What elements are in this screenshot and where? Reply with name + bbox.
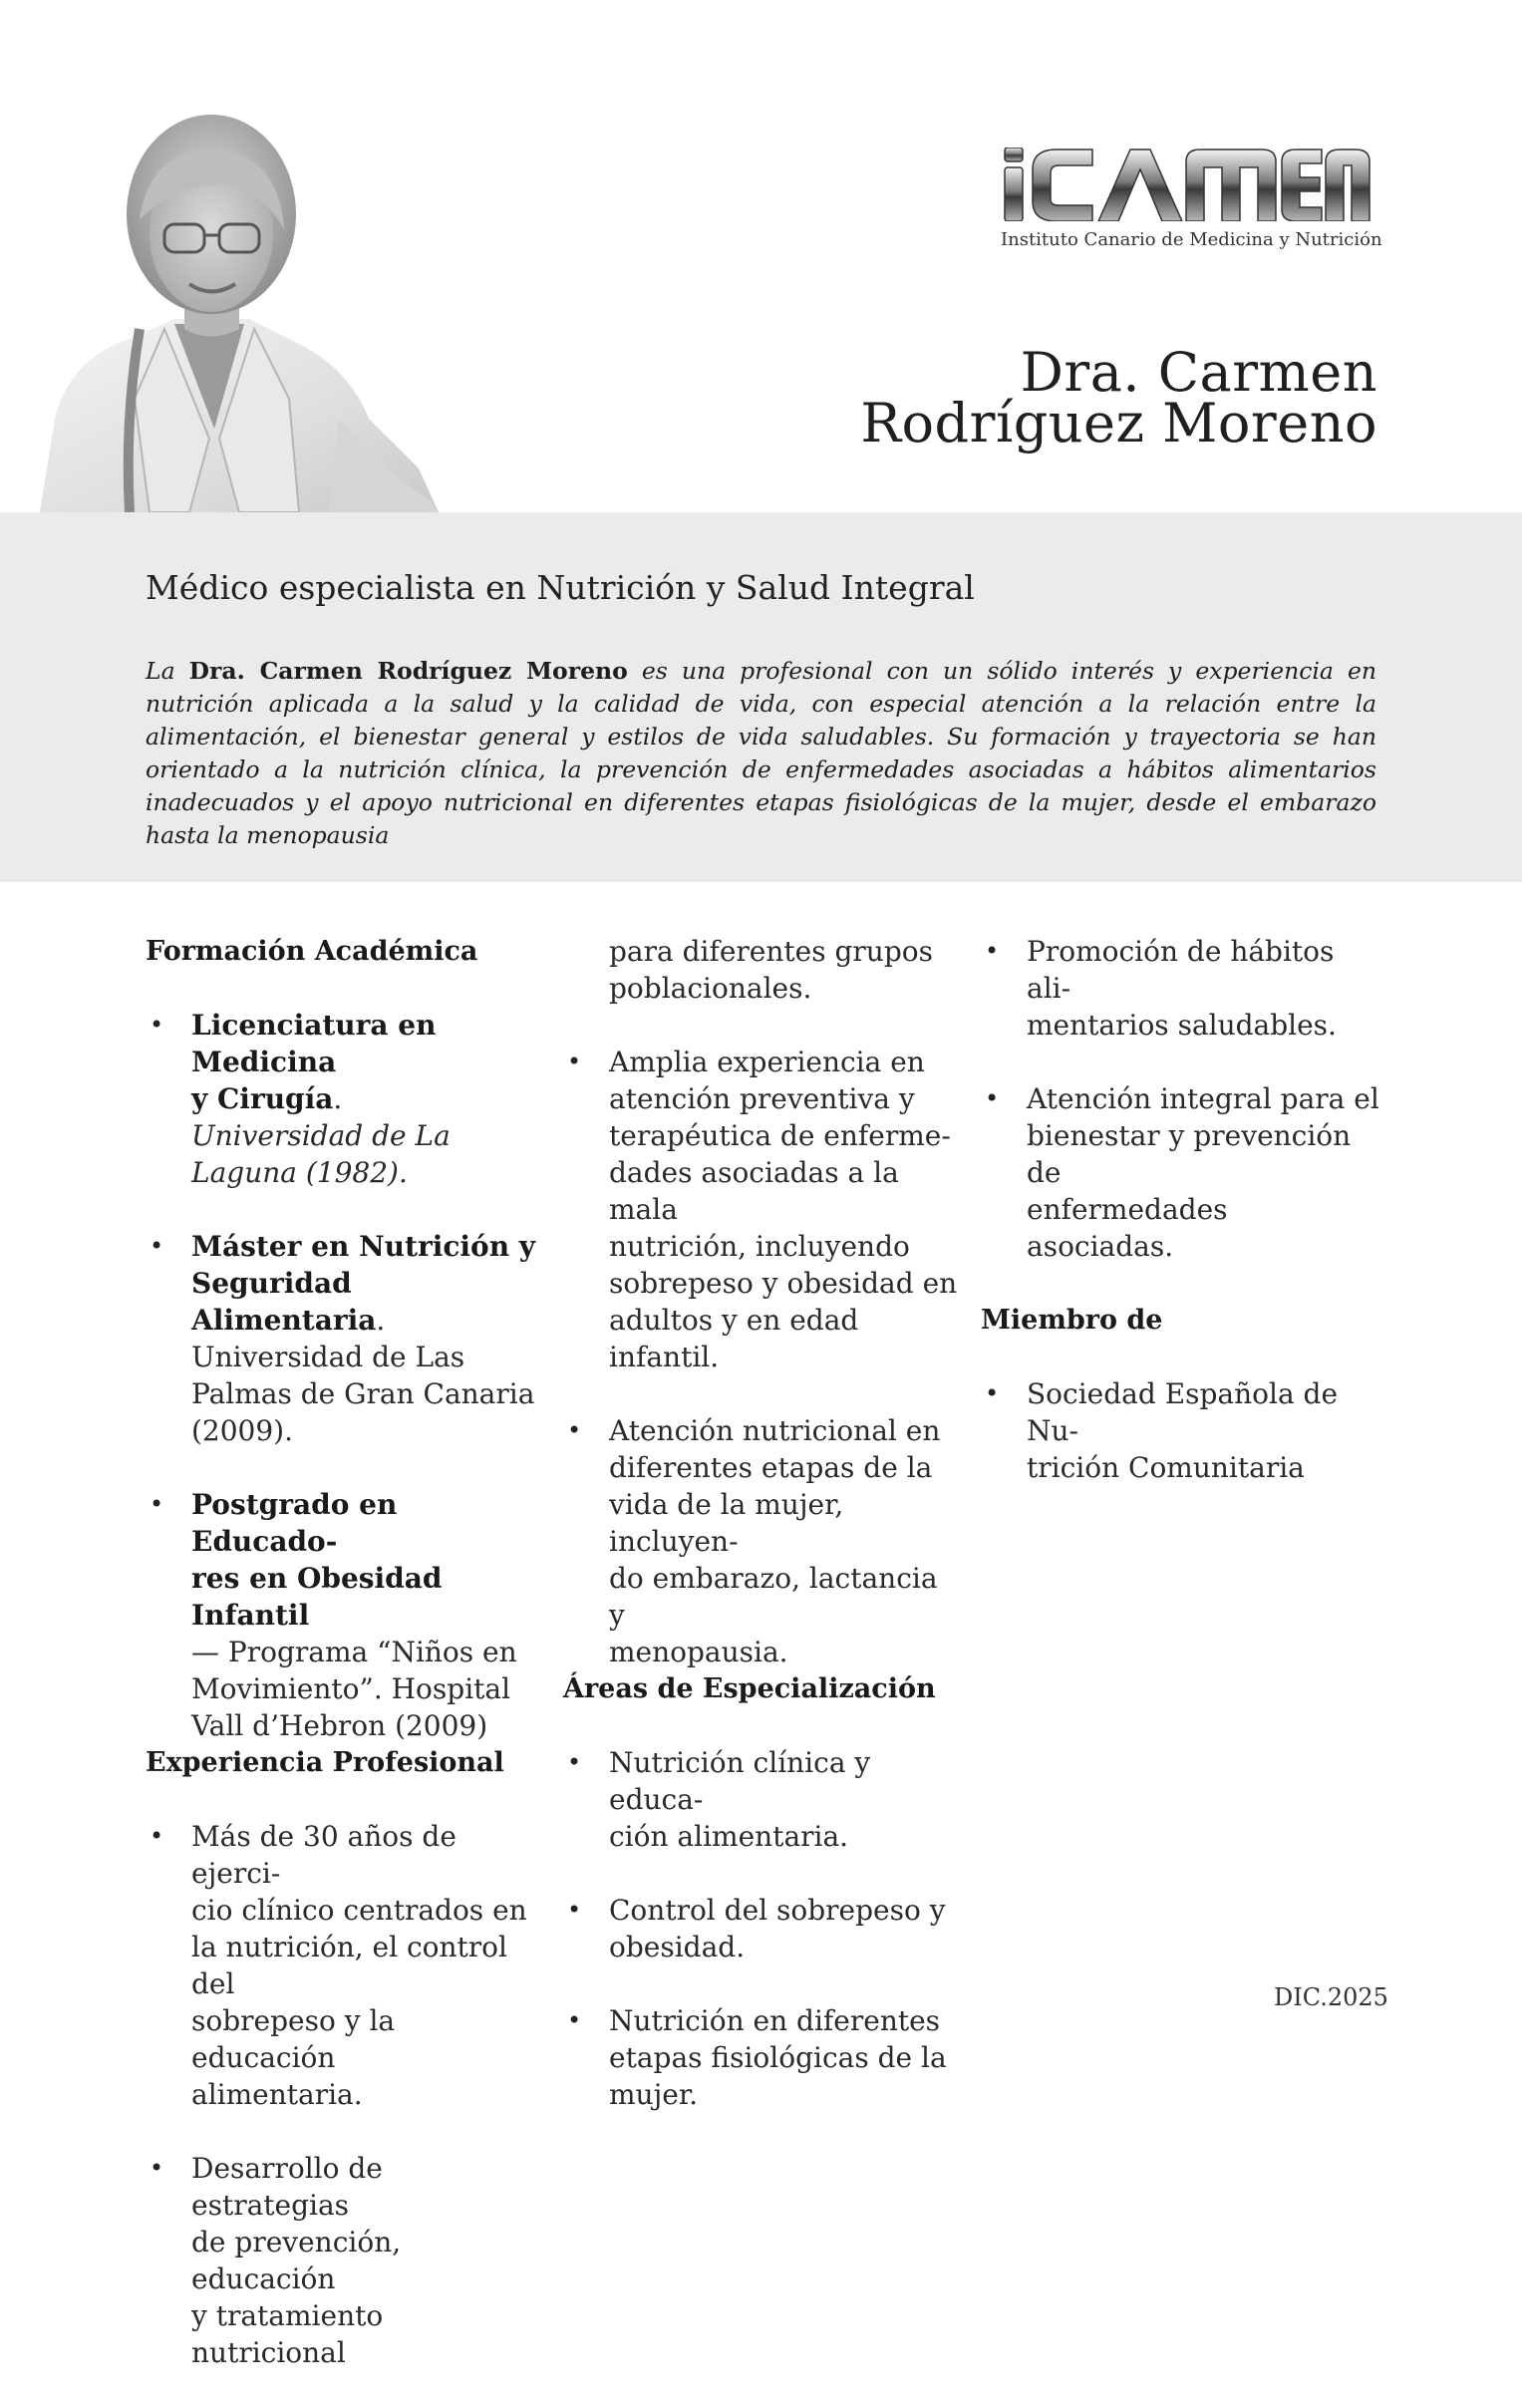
formacion-item bbox=[146, 1486, 544, 1744]
experiencia-item-continued bbox=[563, 933, 962, 1007]
text-line: ción alimentaria. bbox=[609, 1820, 849, 1853]
text-line: mujer. bbox=[609, 2078, 699, 2111]
formacion-detail: — Programa “Niños en Movimiento”. Hospital Vall d’Hebron (2009) bbox=[191, 1636, 517, 1742]
areas-list bbox=[563, 1744, 962, 2113]
column-2 bbox=[563, 933, 962, 2150]
doctor-portrait-photo bbox=[0, 0, 468, 512]
text-line: Promoción de hábitos ali- bbox=[1027, 935, 1335, 1005]
intro-name: Dra. Carmen Rodríguez Moreno bbox=[188, 657, 628, 685]
doctor-name bbox=[860, 341, 1377, 455]
experiencia-heading: Experiencia Profesional bbox=[146, 1747, 504, 1778]
text-line: trición Comunitaria bbox=[1027, 1451, 1305, 1484]
formacion-tail: . bbox=[333, 1082, 343, 1115]
areas-item bbox=[563, 1892, 962, 1965]
doctor-name-line1: Dra. Carmen bbox=[1020, 341, 1377, 405]
formacion-list bbox=[146, 1007, 544, 1744]
text-line: obesidad. bbox=[609, 1931, 746, 1963]
formacion-tail: . bbox=[376, 1304, 386, 1337]
formacion-title-line: Postgrado en Educado- bbox=[191, 1488, 398, 1558]
areas-item bbox=[981, 1080, 1379, 1265]
text-line: de prevención, educación bbox=[191, 2226, 402, 2295]
document-date: DIC.2025 bbox=[1274, 1983, 1388, 2011]
formacion-title-line: Licenciatura en Medicina bbox=[191, 1009, 437, 1078]
text-line: enfermedades asociadas. bbox=[1027, 1193, 1228, 1263]
text-line: Más de 30 años de ejerci- bbox=[191, 1820, 457, 1890]
text-line: vida de la mujer, incluyen- bbox=[609, 1488, 844, 1558]
text-line: la nutrición, el control del bbox=[191, 1931, 507, 2000]
specialty-subtitle: Médico especialista en Nutrición y Salud Integral bbox=[146, 568, 975, 607]
experiencia-item bbox=[146, 2150, 544, 2371]
text-line: menopausia. bbox=[609, 1636, 788, 1668]
text-line: Atención nutricional en bbox=[609, 1414, 941, 1447]
areas-item bbox=[563, 2002, 962, 2113]
experiencia-list-continued bbox=[563, 1044, 962, 1670]
experiencia-item bbox=[563, 1412, 962, 1670]
formacion-heading: Formación Académica bbox=[146, 936, 478, 967]
text-line: atención preventiva y bbox=[609, 1082, 915, 1115]
formacion-title-line: Seguridad Alimentaria bbox=[191, 1267, 377, 1337]
formacion-title-line: Máster en Nutrición y bbox=[191, 1230, 536, 1263]
formacion-title-line: y Cirugía bbox=[191, 1082, 334, 1115]
text-line: sobrepeso y obesidad en bbox=[609, 1267, 958, 1300]
column-3 bbox=[981, 933, 1379, 1523]
text-line: Nutrición en diferentes bbox=[609, 2004, 941, 2037]
text-line: Nutrición clínica y educa- bbox=[609, 1746, 871, 1816]
areas-item bbox=[981, 933, 1379, 1044]
miembro-heading: Miembro de bbox=[981, 1305, 1163, 1336]
experiencia-item bbox=[146, 1818, 544, 2113]
formacion-title-line: res en Obesidad Infantil bbox=[191, 1562, 443, 1632]
text-line: terapéutica de enferme- bbox=[609, 1119, 951, 1152]
text-line: Amplia experiencia en bbox=[609, 1046, 925, 1078]
text-line: Atención integral para el bbox=[1027, 1082, 1379, 1115]
text-line: Control del sobrepeso y bbox=[609, 1894, 946, 1927]
text-line: adultos y en edad infantil. bbox=[609, 1304, 859, 1373]
icamen-wordmark bbox=[1001, 148, 1371, 221]
intro-prefix: La bbox=[146, 657, 189, 685]
formacion-detail: Universidad de Las Palmas de Gran Canaria (2009). bbox=[191, 1341, 535, 1447]
text-line: Sociedad Española de Nu- bbox=[1027, 1377, 1339, 1447]
experiencia-item bbox=[563, 1044, 962, 1375]
text-line: alimentaria. bbox=[191, 2078, 363, 2111]
formacion-detail: Universidad de La Laguna (1982). bbox=[191, 1119, 451, 1189]
icamen-logo bbox=[1001, 148, 1382, 259]
areas-heading: Áreas de Especialización bbox=[563, 1673, 936, 1704]
miembro-item bbox=[981, 1375, 1379, 1486]
intro-paragraph bbox=[146, 655, 1376, 852]
areas-item bbox=[563, 1744, 962, 1855]
experiencia-list bbox=[146, 1818, 544, 2371]
text-line: do embarazo, lactancia y bbox=[609, 1562, 938, 1632]
intro-text: es una profesional con un sólido interés y experiencia en nutrición aplicada a la salud y la calidad de vida, con especial atención a la relación entre la alimentación, el bienestar general y estilos de vida saludables. Su formación y trayectoria se han orientado a la nutrición clínica, la prevención de enfermedades asociadas a hábitos alimentarios inadecuados y el apoyo nutricional en diferentes etapas fisiológicas de la mujer, desde el embarazo hasta la menopausia bbox=[146, 657, 1376, 849]
text-line: sobrepeso y la educación bbox=[191, 2004, 396, 2074]
formacion-item bbox=[146, 1007, 544, 1191]
text-line: nutrición, incluyendo bbox=[609, 1230, 910, 1263]
text-line: poblacionales. bbox=[609, 972, 812, 1005]
text-line: bienestar y prevención de bbox=[1027, 1119, 1352, 1189]
text-line: cio clínico centrados en bbox=[191, 1894, 527, 1927]
text-line: para diferentes grupos bbox=[609, 935, 933, 968]
text-line: dades asociadas a la mala bbox=[609, 1156, 899, 1226]
text-line: Desarrollo de estrategias bbox=[191, 2152, 383, 2222]
formacion-item bbox=[146, 1228, 544, 1449]
miembro-list bbox=[981, 1375, 1379, 1486]
text-line: y tratamiento nutricional bbox=[191, 2299, 384, 2369]
text-line: diferentes etapas de la bbox=[609, 1451, 933, 1484]
text-line: mentarios saludables. bbox=[1027, 1009, 1337, 1042]
doctor-name-line2: Rodríguez Moreno bbox=[860, 392, 1377, 455]
text-line: etapas fisiológicas de la bbox=[609, 2041, 947, 2074]
areas-list-continued bbox=[981, 933, 1379, 1265]
logo-tagline: Instituto Canario de Medicina y Nutrición bbox=[1001, 229, 1382, 250]
column-1 bbox=[146, 933, 544, 2408]
